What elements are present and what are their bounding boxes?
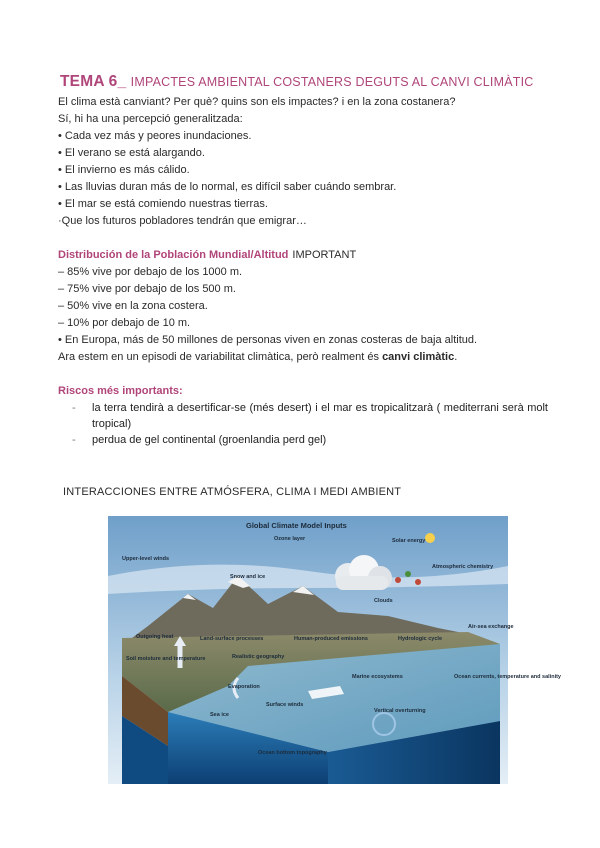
label-sea-ice: Sea ice bbox=[210, 712, 229, 718]
label-hydrologic: Hydrologic cycle bbox=[398, 636, 443, 642]
risks-list bbox=[58, 400, 548, 448]
label-clouds: Clouds bbox=[374, 598, 393, 604]
intro-line: El clima està canviant? Per què? quins son els impactes? i en la zona costanera? bbox=[58, 96, 456, 108]
intro-line: • El invierno es más cálido. bbox=[58, 164, 190, 176]
intro-line: • Las lluvias duran más de lo normal, es difícil saber cuándo sembrar. bbox=[58, 181, 397, 193]
closing-line bbox=[58, 349, 548, 366]
document-body bbox=[58, 72, 548, 448]
label-vertical: Vertical overturning bbox=[374, 708, 426, 714]
intro-line: • El verano se está alargando. bbox=[58, 147, 205, 159]
distribution-block bbox=[58, 247, 548, 366]
section-title: INTERACCIONES ENTRE ATMÓSFERA, CLIMA I MEDI AMBIENT bbox=[63, 486, 402, 498]
distribution-item: – 10% por debajo de 10 m. bbox=[58, 317, 191, 329]
intro-line: • El mar se está comiendo nuestras tierras. bbox=[58, 198, 268, 210]
label-human: Human-produced emissions bbox=[294, 636, 368, 642]
distribution-heading bbox=[58, 247, 548, 264]
label-ozone: Ozone layer bbox=[274, 536, 306, 542]
risks-block bbox=[58, 383, 548, 448]
title-main: TEMA 6_ bbox=[60, 73, 127, 90]
risk-item: - perdua de gel continental (groenlandia perd gel) bbox=[92, 432, 548, 448]
page-title bbox=[60, 72, 548, 92]
label-ocean-bottom: Ocean bottom topography bbox=[258, 750, 327, 756]
distribution-item: – 50% vive en la zona costera. bbox=[58, 300, 208, 312]
distribution-item: – 75% vive por debajo de los 500 m. bbox=[58, 283, 236, 295]
label-air-sea: Air-sea exchange bbox=[468, 624, 514, 630]
label-atm-chem: Atmospheric chemistry bbox=[432, 564, 494, 570]
label-surface-winds: Surface winds bbox=[266, 702, 304, 708]
intro-line: • Cada vez más y peores inundaciones. bbox=[58, 130, 252, 142]
climate-model-illustration bbox=[108, 516, 561, 784]
closing-suffix: . bbox=[454, 351, 458, 363]
risks-heading: Riscos més importants: bbox=[58, 385, 183, 397]
distribution-heading-text: Distribución de la Población Mundial/Altitud bbox=[58, 249, 289, 261]
closing-prefix: Ara estem en un episodi de variabilitat climàtica, però realment és bbox=[58, 351, 383, 363]
label-solar: Solar energy bbox=[392, 538, 426, 544]
label-realistic-geo: Realistic geography bbox=[232, 654, 285, 660]
distribution-item: – 85% vive por debajo de los 1000 m. bbox=[58, 266, 243, 278]
intro-block bbox=[58, 94, 548, 230]
label-ocean-currents: Ocean currents, temperature and salinity bbox=[454, 674, 561, 680]
label-upper-winds: Upper-level winds bbox=[122, 556, 170, 562]
intro-line: Sí, hi ha una percepció generalitzada: bbox=[58, 113, 243, 125]
closing-bold: canvi climàtic bbox=[382, 351, 455, 363]
label-marine: Marine ecosystems bbox=[352, 674, 403, 680]
title-sub: IMPACTES AMBIENTAL COSTANERS DEGUTS AL CANVI CLIMÀTIC bbox=[130, 75, 534, 89]
climate-model-figure bbox=[108, 516, 561, 784]
label-outgoing-heat: Outgoing heat bbox=[136, 634, 174, 640]
intro-line: ·Que los futuros pobladores tendrán que emigrar… bbox=[58, 215, 307, 227]
label-evaporation: Evaporation bbox=[228, 684, 260, 690]
label-soil: Soil moisture and temperature bbox=[126, 656, 206, 662]
distribution-item: • En Europa, más de 50 millones de personas viven en zonas costeras de baja altitud. bbox=[58, 334, 478, 346]
label-land-surface: Land-surface processes bbox=[200, 636, 264, 642]
label-snow-ice: Snow and ice bbox=[230, 574, 266, 580]
sun-icon bbox=[425, 533, 435, 543]
distribution-note: IMPORTANT bbox=[292, 249, 357, 261]
figure-title: Global Climate Model Inputs bbox=[246, 521, 347, 530]
risk-item: - la terra tendirà a desertificar-se (més desert) i el mar es tropicalitzarà ( mediterrani serà molt tropical) bbox=[92, 400, 548, 432]
